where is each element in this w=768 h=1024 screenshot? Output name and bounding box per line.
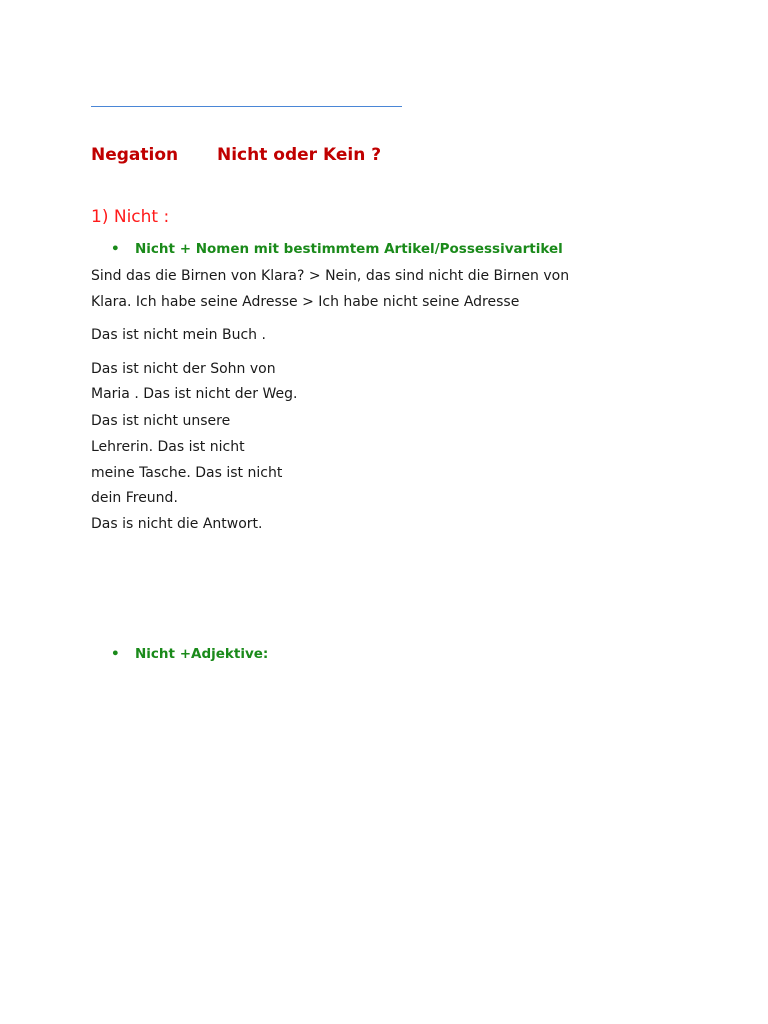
text-line: Das ist nicht mein Buch . [91, 327, 266, 343]
horizontal-rule [91, 106, 402, 107]
bullet-marker: • [111, 241, 120, 257]
page-heading [91, 145, 382, 165]
bullet-marker: • [111, 646, 120, 662]
bullet-text: Nicht + Nomen mit bestimmtem Artikel/Possessivartikel [135, 241, 563, 257]
bullet-text: Nicht +Adjektive: [135, 646, 269, 662]
text-line: meine Tasche. Das ist nicht [91, 465, 283, 481]
text-line: Sind das die Birnen von Klara? > Nein, das sind nicht die Birnen von [91, 268, 570, 284]
text-line: Lehrerin. Das ist nicht [91, 439, 245, 455]
heading-nicht-oder-kein: Nicht oder Kein ? [217, 145, 382, 165]
text-line: Das is nicht die Antwort. [91, 516, 263, 532]
heading-negation: Negation [91, 145, 179, 165]
section-title-nicht: 1) Nicht : [91, 207, 170, 227]
bullet-item-nomen [111, 241, 563, 257]
bullet-item-adjektive [111, 646, 268, 662]
text-line: Maria . Das ist nicht der Weg. [91, 386, 298, 402]
text-line: Das ist nicht der Sohn von [91, 361, 276, 377]
text-line: Das ist nicht unsere [91, 413, 231, 429]
text-line: Klara. Ich habe seine Adresse > Ich habe nicht seine Adresse [91, 294, 520, 310]
text-line: dein Freund. [91, 490, 178, 506]
